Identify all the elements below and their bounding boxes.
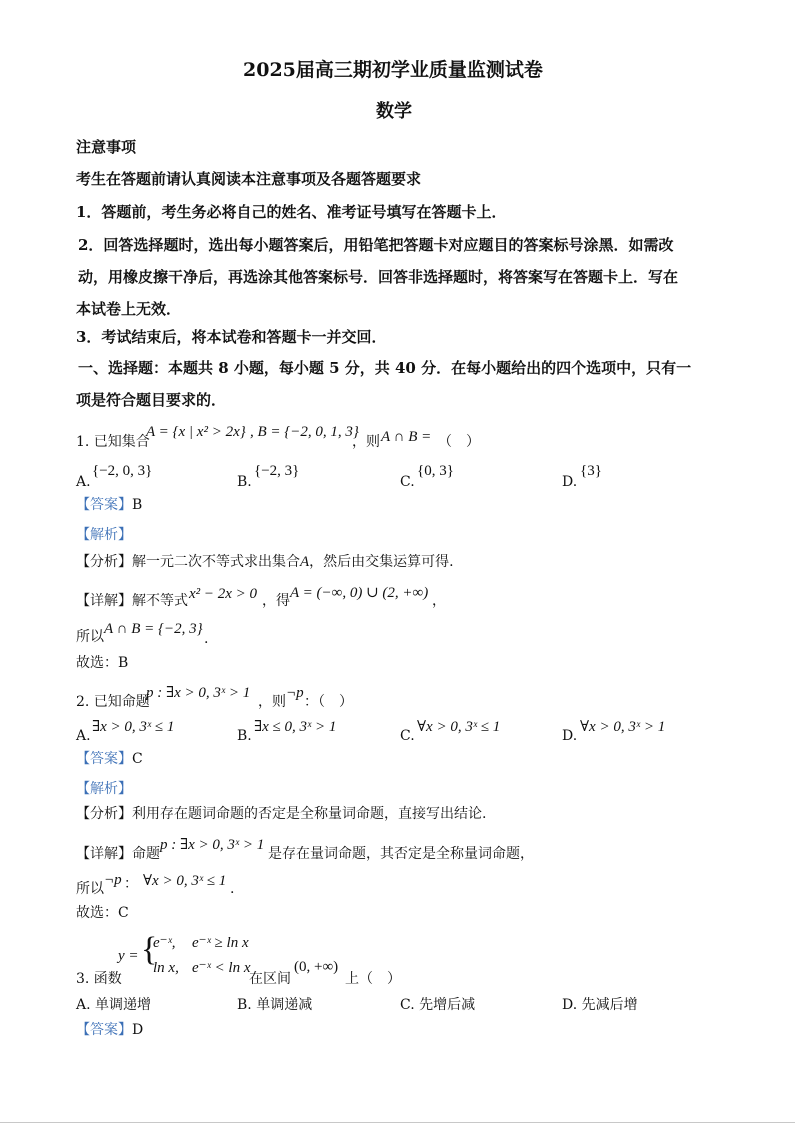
q2-fenxi-text: 利用存在题词命题的否定是全称量词命题，直接写出结论.: [132, 806, 487, 822]
q2-stem-prefix: 2. 已知命题: [76, 694, 150, 710]
q1-expr: A ∩ B =: [381, 429, 432, 445]
q1-guxuan: 故选：B: [76, 655, 129, 671]
q2-option-b: ∃x ≤ 0, 3ˣ > 1: [254, 719, 337, 735]
q2-negation: ¬p: [286, 685, 304, 701]
q3-stem-mid: 在区间: [249, 971, 291, 987]
q1-period: .: [204, 631, 209, 647]
q3-case-2-value: ln x,: [153, 960, 179, 976]
q1-inequality: x² − 2x > 0: [189, 586, 258, 602]
q1-fenxi-tail: ，然后由交集运算可得.: [309, 554, 454, 570]
q3-case-1-value: e⁻ˣ,: [153, 935, 176, 951]
section-heading-line-2: 项是符合题目要求的．: [76, 391, 227, 409]
q2-option-c-label: C.: [400, 728, 415, 744]
subject-title: 数学: [376, 101, 412, 122]
q2-colon: ：: [124, 876, 138, 892]
q1-option-c: {0, 3}: [417, 463, 454, 479]
q2-xiangjie-2: 是存在量词命题，其否定是全称量词命题，: [268, 846, 534, 862]
q3-option-a: A. 单调递增: [76, 997, 152, 1013]
q1-option-a-label: A.: [76, 474, 91, 490]
q2-xiangjie-tag: 【详解】: [76, 846, 132, 862]
q1-option-d-label: D.: [562, 474, 578, 490]
q2-proposition: p : ∃x > 0, 3ˣ > 1: [146, 685, 251, 701]
q2-option-a: ∃x > 0, 3ˣ ≤ 1: [92, 719, 175, 735]
q2-analysis-tag: 【解析】: [76, 781, 132, 797]
q1-xiangjie-2: ，得: [262, 593, 290, 609]
notice-intro: 考生在答题前请认真阅读本注意事项及各题答题要求: [76, 170, 422, 188]
q1-set-a: A = {x | x² > 2x}: [146, 424, 246, 440]
q2-result: ∀x > 0, 3ˣ ≤ 1: [143, 873, 227, 889]
q1-answer-tag: 【答案】: [76, 497, 132, 513]
notice-heading: 注意事项: [76, 138, 137, 156]
q1-analysis-tag: 【解析】: [76, 527, 132, 543]
q1-stem-suffix: （ ）: [438, 434, 480, 450]
notice-item-2-line-3: 本试卷上无效．: [76, 300, 182, 318]
q1-stem-prefix: 1. 已知集合: [76, 434, 150, 450]
q1-option-a: {−2, 0, 3}: [92, 463, 153, 479]
q3-answer-value: D: [132, 1022, 144, 1038]
exam-title: 2025届高三期初学业质量监测试卷: [243, 59, 543, 81]
q3-answer-tag: 【答案】: [76, 1022, 132, 1038]
q1-answer-value: B: [132, 497, 143, 513]
q3-option-d: D. 先减后增: [562, 997, 638, 1013]
q1-fenxi-tag: 【分析】: [76, 554, 132, 570]
q3-y-equals: y =: [118, 948, 139, 964]
q1-xiangjie-tag: 【详解】: [76, 593, 132, 609]
q1-option-c-label: C.: [400, 474, 415, 490]
q1-xiangjie-3: ，: [432, 593, 446, 609]
q3-answer: [76, 1021, 143, 1039]
q3-interval: (0, +∞): [294, 959, 339, 975]
q1-option-d: {3}: [580, 463, 602, 479]
q1-set-result: A = (−∞, 0) ∪ (2, +∞): [290, 585, 429, 601]
section-heading-line-1: 一、选择题：本题共 8 小题，每小题 5 分，共 40 分．在每小题给出的四个选项中，只有一: [78, 359, 692, 377]
notice-item-2-line-1: 2．回答选择题时，选出每小题答案后，用铅笔把答题卡对应题目的答案标号涂黑．如需改: [78, 236, 674, 254]
q3-piecewise-brace-icon: {: [141, 931, 158, 968]
q2-fenxi: [76, 805, 486, 823]
q2-fenxi-tag: 【分析】: [76, 806, 132, 822]
q2-option-d: ∀x > 0, 3ˣ > 1: [580, 719, 666, 735]
q3-option-b: B. 单调递减: [237, 997, 313, 1013]
q1-answer: [76, 496, 142, 514]
q2-period: .: [230, 881, 235, 897]
q1-option-b: {−2, 3}: [254, 463, 300, 479]
q2-negation-2: ¬p: [104, 872, 122, 888]
q1-fenxi-text: 解一元二次不等式求出集合: [132, 554, 300, 570]
q2-option-a-label: A.: [76, 728, 91, 744]
q1-option-b-label: B.: [237, 474, 252, 490]
q2-option-c: ∀x > 0, 3ˣ ≤ 1: [417, 719, 501, 735]
q2-stem-suffix: ：（ ）: [304, 694, 353, 710]
q1-fenxi: [76, 553, 454, 571]
q3-case-2-condition: e⁻ˣ < ln x: [192, 960, 251, 976]
q3-stem-suffix: 上（ ）: [345, 971, 401, 987]
q1-result: A ∩ B = {−2, 3}: [104, 621, 203, 637]
notice-item-2-line-2: 动，用橡皮擦干净后，再选涂其他答案标号．回答非选择题时，将答案写在答题卡上．写在: [78, 268, 679, 286]
q1-stem-mid: ，则: [352, 434, 380, 450]
q2-answer: [76, 750, 143, 768]
page-bottom-divider: [0, 1122, 795, 1123]
q2-proposition-2: p : ∃x > 0, 3ˣ > 1: [160, 837, 265, 853]
notice-item-3: 3．考试结束后，将本试卷和答题卡一并交回．: [76, 328, 387, 346]
q2-answer-tag: 【答案】: [76, 751, 132, 767]
q2-stem-mid: ，则: [258, 694, 286, 710]
q1-fenxi-var: A: [300, 554, 310, 570]
q1-suoyi: 所以: [76, 629, 104, 645]
q2-option-b-label: B.: [237, 728, 252, 744]
q3-option-c: C. 先增后减: [400, 997, 476, 1013]
q3-case-1-condition: e⁻ˣ ≥ ln x: [192, 935, 249, 951]
q1-set-b: , B = {−2, 0, 1, 3}: [250, 424, 359, 440]
q2-suoyi: 所以: [76, 881, 104, 897]
q2-guxuan: 故选：C: [76, 905, 129, 921]
q1-xiangjie-1: 解不等式: [132, 593, 188, 609]
q2-xiangjie-1: 命题: [132, 846, 160, 862]
q2-answer-value: C: [132, 751, 143, 767]
q2-option-d-label: D.: [562, 728, 578, 744]
notice-item-1: 1．答题前，考生务必将自己的姓名、准考证号填写在答题卡上．: [76, 203, 507, 221]
q3-stem-prefix: 3. 函数: [76, 971, 122, 987]
